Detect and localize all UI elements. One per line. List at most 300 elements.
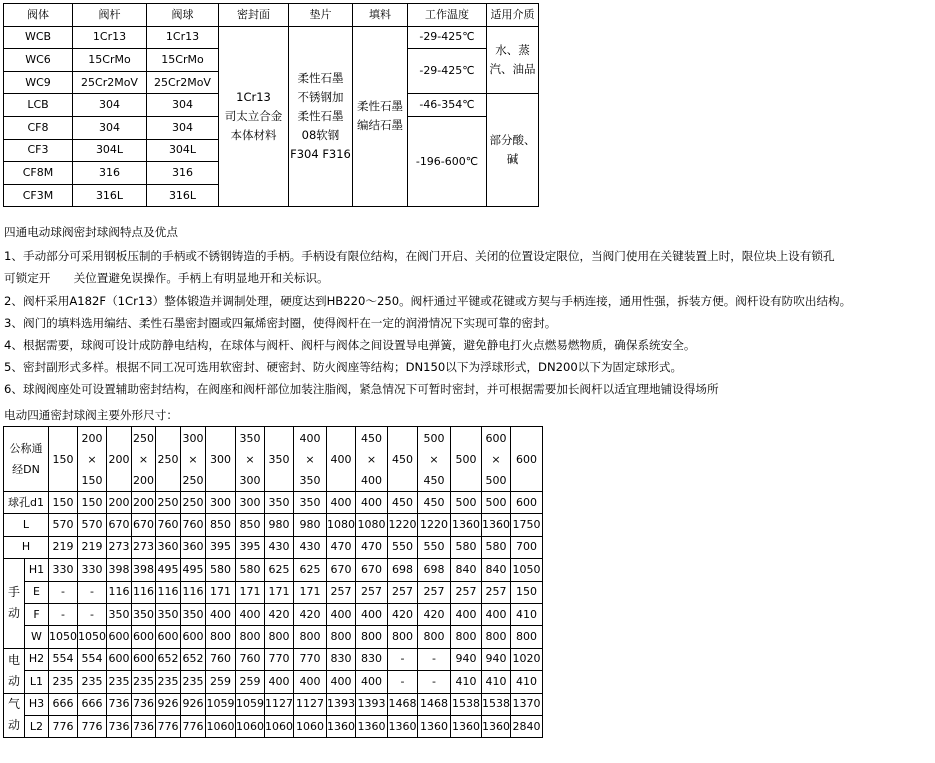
ball-material: 304L xyxy=(147,139,219,162)
dims-value: 300 xyxy=(236,492,265,514)
header-cell: 工作温度 xyxy=(408,4,487,27)
dims-value: 800 xyxy=(388,626,418,648)
dims-value: 580 xyxy=(451,536,482,558)
dims-value: 330 xyxy=(78,559,107,581)
dims-value: 1060 xyxy=(206,715,236,737)
header-cell: 密封面 xyxy=(219,4,289,27)
dims-value: 800 xyxy=(236,626,265,648)
dims-value: 116 xyxy=(107,581,132,603)
dn-cell-line: 300 xyxy=(210,452,231,466)
dims-value: 1393 xyxy=(327,693,356,715)
dims-value: 830 xyxy=(356,648,388,670)
dims-value: 1360 xyxy=(482,715,511,737)
dn-cell xyxy=(49,427,78,492)
dims-value: 360 xyxy=(156,536,181,558)
dims-value: 600 xyxy=(181,626,206,648)
dims-value: 150 xyxy=(78,492,107,514)
dims-value: 400 xyxy=(482,603,511,625)
dn-cell xyxy=(356,427,388,492)
dims-value: 700 xyxy=(511,536,543,558)
media-line: 水、蒸 xyxy=(495,42,530,57)
features-title: 四通电动球阀密封球阀特点及优点 xyxy=(4,225,178,239)
stem-material: 304 xyxy=(73,94,147,117)
ball-material: 304 xyxy=(147,116,219,139)
dims-value: 580 xyxy=(482,536,511,558)
dims-row xyxy=(4,559,543,581)
dims-value: 430 xyxy=(294,536,327,558)
seal-face-line: 本体材料 xyxy=(230,127,277,142)
dims-value: 1360 xyxy=(388,715,418,737)
dims-value: 257 xyxy=(356,581,388,603)
dims-value: 400 xyxy=(327,492,356,514)
material-table xyxy=(3,3,539,207)
row-label: H1 xyxy=(25,559,49,581)
dims-value: 770 xyxy=(265,648,294,670)
dims-value: 600 xyxy=(107,626,132,648)
dims-value: 625 xyxy=(294,559,327,581)
material-header-row xyxy=(4,4,539,27)
group-label-char: 电 xyxy=(7,652,20,667)
body-material: CF3M xyxy=(4,184,73,207)
dims-value: 600 xyxy=(156,626,181,648)
dims-value: 1060 xyxy=(294,715,327,737)
seal-face-line: 司太立合金 xyxy=(224,108,283,123)
dims-value: 400 xyxy=(356,603,388,625)
temp-cell: -46-354℃ xyxy=(408,94,487,117)
dims-value: 350 xyxy=(107,603,132,625)
dims-value: 259 xyxy=(236,671,265,693)
dims-value: - xyxy=(388,648,418,670)
dn-cell-line: 400 xyxy=(330,452,352,466)
dims-value: 470 xyxy=(356,536,388,558)
dims-value: 470 xyxy=(327,536,356,558)
dims-value: 257 xyxy=(327,581,356,603)
gasket-cell xyxy=(289,26,353,207)
dims-value: 670 xyxy=(107,514,132,536)
ball-material: 25Cr2MoV xyxy=(147,71,219,94)
dims-value: 430 xyxy=(265,536,294,558)
dims-value: 259 xyxy=(206,671,236,693)
dims-value: 850 xyxy=(236,514,265,536)
dims-value: 736 xyxy=(132,715,156,737)
dims-value: 500 xyxy=(451,492,482,514)
dims-value: 235 xyxy=(78,671,107,693)
dn-cell-line: × xyxy=(138,452,149,466)
feature-item-5: 5、密封副形式多样。根据不同工况可选用软密封、硬密封、防火阀座等结构；DN150以下为浮球形式，DN200以下为固定球形式。 xyxy=(4,360,683,374)
dims-value: 400 xyxy=(236,603,265,625)
dn-cell-line: 200 xyxy=(133,473,154,487)
dn-cell xyxy=(388,427,418,492)
dims-value: 350 xyxy=(181,603,206,625)
stem-material: 1Cr13 xyxy=(73,26,147,49)
dims-row xyxy=(4,715,543,737)
dn-cell xyxy=(206,427,236,492)
dims-value: 400 xyxy=(327,603,356,625)
dn-cell xyxy=(265,427,294,492)
stem-material: 316L xyxy=(73,184,147,207)
stem-material: 304 xyxy=(73,116,147,139)
dims-value: 300 xyxy=(206,492,236,514)
dn-header-line: 公称通 xyxy=(9,442,43,455)
row-label: L1 xyxy=(25,671,49,693)
dims-value: 398 xyxy=(107,559,132,581)
header-cell: 阀球 xyxy=(147,4,219,27)
dn-cell-line: × xyxy=(87,452,97,466)
dims-value: 554 xyxy=(49,648,78,670)
dims-value: 500 xyxy=(482,492,511,514)
dims-value: 760 xyxy=(206,648,236,670)
seal-face-line: 1Cr13 xyxy=(236,89,271,104)
dims-value: 570 xyxy=(78,514,107,536)
dims-value: 1538 xyxy=(482,693,511,715)
dims-value: 1360 xyxy=(482,514,511,536)
ball-material: 304 xyxy=(147,94,219,117)
dims-value: 116 xyxy=(181,581,206,603)
header-cell: 适用介质 xyxy=(487,4,539,27)
ball-material: 1Cr13 xyxy=(147,26,219,49)
dims-value: 1468 xyxy=(418,693,451,715)
dims-value: 652 xyxy=(156,648,181,670)
group-label-char: 手 xyxy=(7,585,20,600)
dims-value: 800 xyxy=(418,626,451,648)
dims-value: 1060 xyxy=(265,715,294,737)
dims-value: 350 xyxy=(294,492,327,514)
dims-value: 257 xyxy=(388,581,418,603)
dims-value: 1538 xyxy=(451,693,482,715)
dims-value: 1360 xyxy=(451,715,482,737)
dn-cell-line: 250 xyxy=(133,431,154,445)
dims-value: 410 xyxy=(511,671,543,693)
dims-value: 1050 xyxy=(511,559,543,581)
gasket-line: 08软钢 xyxy=(301,127,340,142)
pneumatic-group-label xyxy=(4,693,25,738)
dims-value: 400 xyxy=(294,671,327,693)
dims-value: 1220 xyxy=(418,514,451,536)
dims-value: 1360 xyxy=(356,715,388,737)
temp-cell: -196-600℃ xyxy=(408,116,487,206)
dims-header-row xyxy=(4,427,543,492)
row-label: H2 xyxy=(25,648,49,670)
dims-value: 800 xyxy=(482,626,511,648)
dims-value: 400 xyxy=(265,671,294,693)
dims-value: 235 xyxy=(49,671,78,693)
dims-value: - xyxy=(418,648,451,670)
dn-cell xyxy=(132,427,156,492)
body-material: WC6 xyxy=(4,49,73,72)
dims-value: 830 xyxy=(327,648,356,670)
stem-material: 304L xyxy=(73,139,147,162)
body-material: CF8 xyxy=(4,116,73,139)
row-label: L xyxy=(4,514,49,536)
feature-item-1-cont: 可锁定开 关位置避免误操作。手柄上有明显地开和关标识。 xyxy=(4,271,329,285)
dims-row xyxy=(4,648,543,670)
dims-value: 600 xyxy=(511,492,543,514)
dims-value: 1393 xyxy=(356,693,388,715)
dims-value: 840 xyxy=(482,559,511,581)
dn-cell-line: 150 xyxy=(52,452,74,466)
dn-cell-line: 600 xyxy=(516,452,537,466)
dn-cell xyxy=(327,427,356,492)
dims-value: 1050 xyxy=(49,626,78,648)
dims-value: 554 xyxy=(78,648,107,670)
dims-value: 760 xyxy=(156,514,181,536)
dims-value: 250 xyxy=(156,492,181,514)
dims-value: 800 xyxy=(327,626,356,648)
dims-value: 219 xyxy=(49,536,78,558)
material-row xyxy=(4,26,539,49)
dims-value: 420 xyxy=(388,603,418,625)
manual-group-label xyxy=(4,559,25,649)
dims-value: 420 xyxy=(418,603,451,625)
dims-value: 1360 xyxy=(327,715,356,737)
dims-row xyxy=(4,536,543,558)
dims-value: 350 xyxy=(156,603,181,625)
dn-cell-line: 300 xyxy=(182,431,204,445)
dims-value: 776 xyxy=(49,715,78,737)
dims-value: 350 xyxy=(265,492,294,514)
row-label: H3 xyxy=(25,693,49,715)
dims-value: 395 xyxy=(236,536,265,558)
dims-value: 273 xyxy=(107,536,132,558)
dn-cell-line: 500 xyxy=(485,473,507,487)
group-label-char: 动 xyxy=(7,718,20,733)
dn-cell-line: 450 xyxy=(423,473,445,487)
dims-value: 800 xyxy=(206,626,236,648)
dims-value: 330 xyxy=(49,559,78,581)
group-label-char: 动 xyxy=(7,673,20,688)
stem-material: 316 xyxy=(73,162,147,185)
dn-cell xyxy=(156,427,181,492)
dn-cell xyxy=(78,427,107,492)
packing-cell xyxy=(353,26,408,207)
dims-value: 1220 xyxy=(388,514,418,536)
dims-value: 670 xyxy=(356,559,388,581)
dn-cell-line: 300 xyxy=(239,473,261,487)
media-line: 汽、油品 xyxy=(489,61,536,76)
dims-value: 171 xyxy=(206,581,236,603)
seal-face-cell xyxy=(219,26,289,207)
electric-group-label xyxy=(4,648,25,693)
dimensions-table xyxy=(3,426,543,738)
dn-header-line: 经DN xyxy=(12,463,40,476)
temp-cell: -29-425℃ xyxy=(408,26,487,49)
gasket-line: 柔性石墨 xyxy=(297,108,344,123)
media-line: 部分酸、 xyxy=(489,133,536,148)
body-material: WCB xyxy=(4,26,73,49)
dn-cell xyxy=(107,427,132,492)
dims-value: 776 xyxy=(78,715,107,737)
dims-value: 570 xyxy=(49,514,78,536)
dims-value: 670 xyxy=(132,514,156,536)
gasket-line: 柔性石墨 xyxy=(297,70,344,85)
dn-cell-line: 150 xyxy=(81,473,103,487)
feature-item-2: 2、阀杆采用A182F（1Cr13）整体锻造并调制处理，硬度达到HB220～250。阀杆通过平键或花键或方契与手柄连接，通用性强，拆装方便。阀杆设有防吹出结构。 xyxy=(4,294,852,308)
dn-cell-line: × xyxy=(366,452,377,466)
dims-value: 116 xyxy=(132,581,156,603)
dims-value: 420 xyxy=(265,603,294,625)
body-material: CF8M xyxy=(4,162,73,185)
dims-value: 1050 xyxy=(78,626,107,648)
body-material: WC9 xyxy=(4,71,73,94)
dims-value: 150 xyxy=(511,581,543,603)
dims-value: 776 xyxy=(181,715,206,737)
dims-value: 736 xyxy=(107,693,132,715)
dims-value: 495 xyxy=(181,559,206,581)
dn-cell xyxy=(294,427,327,492)
dims-value: 760 xyxy=(181,514,206,536)
dims-value: 2840 xyxy=(511,715,543,737)
dn-header-cell xyxy=(4,427,49,492)
dims-value: 600 xyxy=(132,648,156,670)
dims-value: 926 xyxy=(156,693,181,715)
dims-value: 420 xyxy=(294,603,327,625)
dims-value: 800 xyxy=(265,626,294,648)
dn-cell-line: 200 xyxy=(81,431,103,445)
dn-cell-line: × xyxy=(305,452,315,466)
dims-row xyxy=(4,671,543,693)
dims-value: 1370 xyxy=(511,693,543,715)
dims-value: 800 xyxy=(294,626,327,648)
dims-value: 410 xyxy=(451,671,482,693)
dn-cell-line: × xyxy=(491,452,501,466)
dims-title: 电动四通密封球阀主要外形尺寸： xyxy=(4,408,178,422)
dims-value: 940 xyxy=(482,648,511,670)
dn-cell-line: 350 xyxy=(268,452,290,466)
dims-value: - xyxy=(78,603,107,625)
dims-row xyxy=(4,693,543,715)
dims-value: 1080 xyxy=(356,514,388,536)
dims-value: 200 xyxy=(132,492,156,514)
dims-value: 840 xyxy=(451,559,482,581)
dims-value: 800 xyxy=(451,626,482,648)
media-cell xyxy=(487,26,539,94)
dn-cell-line: 450 xyxy=(392,452,413,466)
dims-value: 350 xyxy=(132,603,156,625)
dims-value: 980 xyxy=(265,514,294,536)
packing-line: 编结石墨 xyxy=(357,118,403,133)
dims-value: 400 xyxy=(327,671,356,693)
dims-value: 273 xyxy=(132,536,156,558)
dims-value: 600 xyxy=(132,626,156,648)
dims-value: 926 xyxy=(181,693,206,715)
dims-value: 1060 xyxy=(236,715,265,737)
dims-value: 1468 xyxy=(388,693,418,715)
body-material: LCB xyxy=(4,94,73,117)
dn-cell xyxy=(511,427,543,492)
dims-value: 116 xyxy=(156,581,181,603)
dims-value: 580 xyxy=(206,559,236,581)
dims-value: 171 xyxy=(294,581,327,603)
dims-value: - xyxy=(49,581,78,603)
feature-item-6: 6、球阀阀座处可设置辅助密封结构，在阀座和阀杆部位加装注脂阀，紧急情况下可暂时密封，并可根据需要加长阀杆以适宜理地铺设得场所 xyxy=(4,382,719,396)
dims-value: 736 xyxy=(107,715,132,737)
dims-value: - xyxy=(49,603,78,625)
dims-value: 600 xyxy=(107,648,132,670)
dn-cell-line: 250 xyxy=(182,473,204,487)
dims-value: 395 xyxy=(206,536,236,558)
dims-row xyxy=(4,492,543,514)
dims-value: 235 xyxy=(156,671,181,693)
dn-cell-line: 350 xyxy=(299,473,321,487)
dims-value: - xyxy=(418,671,451,693)
dn-cell-line: 400 xyxy=(299,431,321,445)
dims-value: 736 xyxy=(132,693,156,715)
dims-value: 1750 xyxy=(511,514,543,536)
dims-value: - xyxy=(78,581,107,603)
group-label-char: 气 xyxy=(7,697,20,712)
dims-value: 1059 xyxy=(236,693,265,715)
dn-cell xyxy=(482,427,511,492)
dn-cell-line: 200 xyxy=(108,452,130,466)
dims-value: 450 xyxy=(418,492,451,514)
dims-value: 257 xyxy=(418,581,451,603)
feature-item-1: 1、手动部分可采用钢板压制的手柄或不锈钢铸造的手柄。手柄设有限位结构，在阀门开启、关闭的位置设定限位，当阀门使用在关键装置上时，限位块上设有锁孔 xyxy=(4,249,835,263)
dims-value: 360 xyxy=(181,536,206,558)
dn-cell-line: × xyxy=(188,452,198,466)
stem-material: 25Cr2MoV xyxy=(73,71,147,94)
dims-value: 1127 xyxy=(294,693,327,715)
dims-value: 698 xyxy=(418,559,451,581)
dims-value: 257 xyxy=(451,581,482,603)
dims-value: 550 xyxy=(418,536,451,558)
media-cell xyxy=(487,94,539,207)
ball-material: 316 xyxy=(147,162,219,185)
temp-cell: -29-425℃ xyxy=(408,49,487,94)
dims-value: 625 xyxy=(265,559,294,581)
dims-value: 1360 xyxy=(418,715,451,737)
dims-value: 550 xyxy=(388,536,418,558)
dims-value: 257 xyxy=(482,581,511,603)
dims-value: 235 xyxy=(132,671,156,693)
row-label: H xyxy=(4,536,49,558)
dims-row xyxy=(4,581,543,603)
dims-value: 698 xyxy=(388,559,418,581)
row-label: F xyxy=(25,603,49,625)
group-label-char: 动 xyxy=(7,606,20,621)
header-cell: 阀体 xyxy=(4,4,73,27)
dims-value: 400 xyxy=(206,603,236,625)
dims-value: 400 xyxy=(356,671,388,693)
dims-value: 400 xyxy=(451,603,482,625)
dims-value: 770 xyxy=(294,648,327,670)
row-label: W xyxy=(25,626,49,648)
dims-value: 1127 xyxy=(265,693,294,715)
dims-value: 171 xyxy=(265,581,294,603)
dims-value: 1360 xyxy=(451,514,482,536)
dn-cell-line: 350 xyxy=(239,431,261,445)
dims-value: 800 xyxy=(356,626,388,648)
feature-item-4: 4、根据需要，球阀可设计成防静电结构，在球体与阀杆、阀杆与阀体之间设置导电弹簧，避免静电打火点燃易燃物质，确保系统安全。 xyxy=(4,338,696,352)
dn-cell xyxy=(418,427,451,492)
dims-value: 1080 xyxy=(327,514,356,536)
dims-value: 850 xyxy=(206,514,236,536)
dims-value: 666 xyxy=(49,693,78,715)
media-line: 碱 xyxy=(506,152,519,167)
dims-value: 940 xyxy=(451,648,482,670)
row-label: E xyxy=(25,581,49,603)
dims-row xyxy=(4,514,543,536)
dims-row xyxy=(4,603,543,625)
dims-value: 150 xyxy=(49,492,78,514)
dims-value: 1020 xyxy=(511,648,543,670)
dims-value: 219 xyxy=(78,536,107,558)
dims-value: 410 xyxy=(511,603,543,625)
gasket-line: 不锈钢加 xyxy=(297,89,344,104)
dims-value: - xyxy=(388,671,418,693)
feature-item-3: 3、阀门的填料选用编结、柔性石墨密封圈或四氟烯密封圈，使得阀杆在一定的润滑情况下实现可靠的密封。 xyxy=(4,316,557,330)
dims-value: 980 xyxy=(294,514,327,536)
dims-value: 410 xyxy=(482,671,511,693)
